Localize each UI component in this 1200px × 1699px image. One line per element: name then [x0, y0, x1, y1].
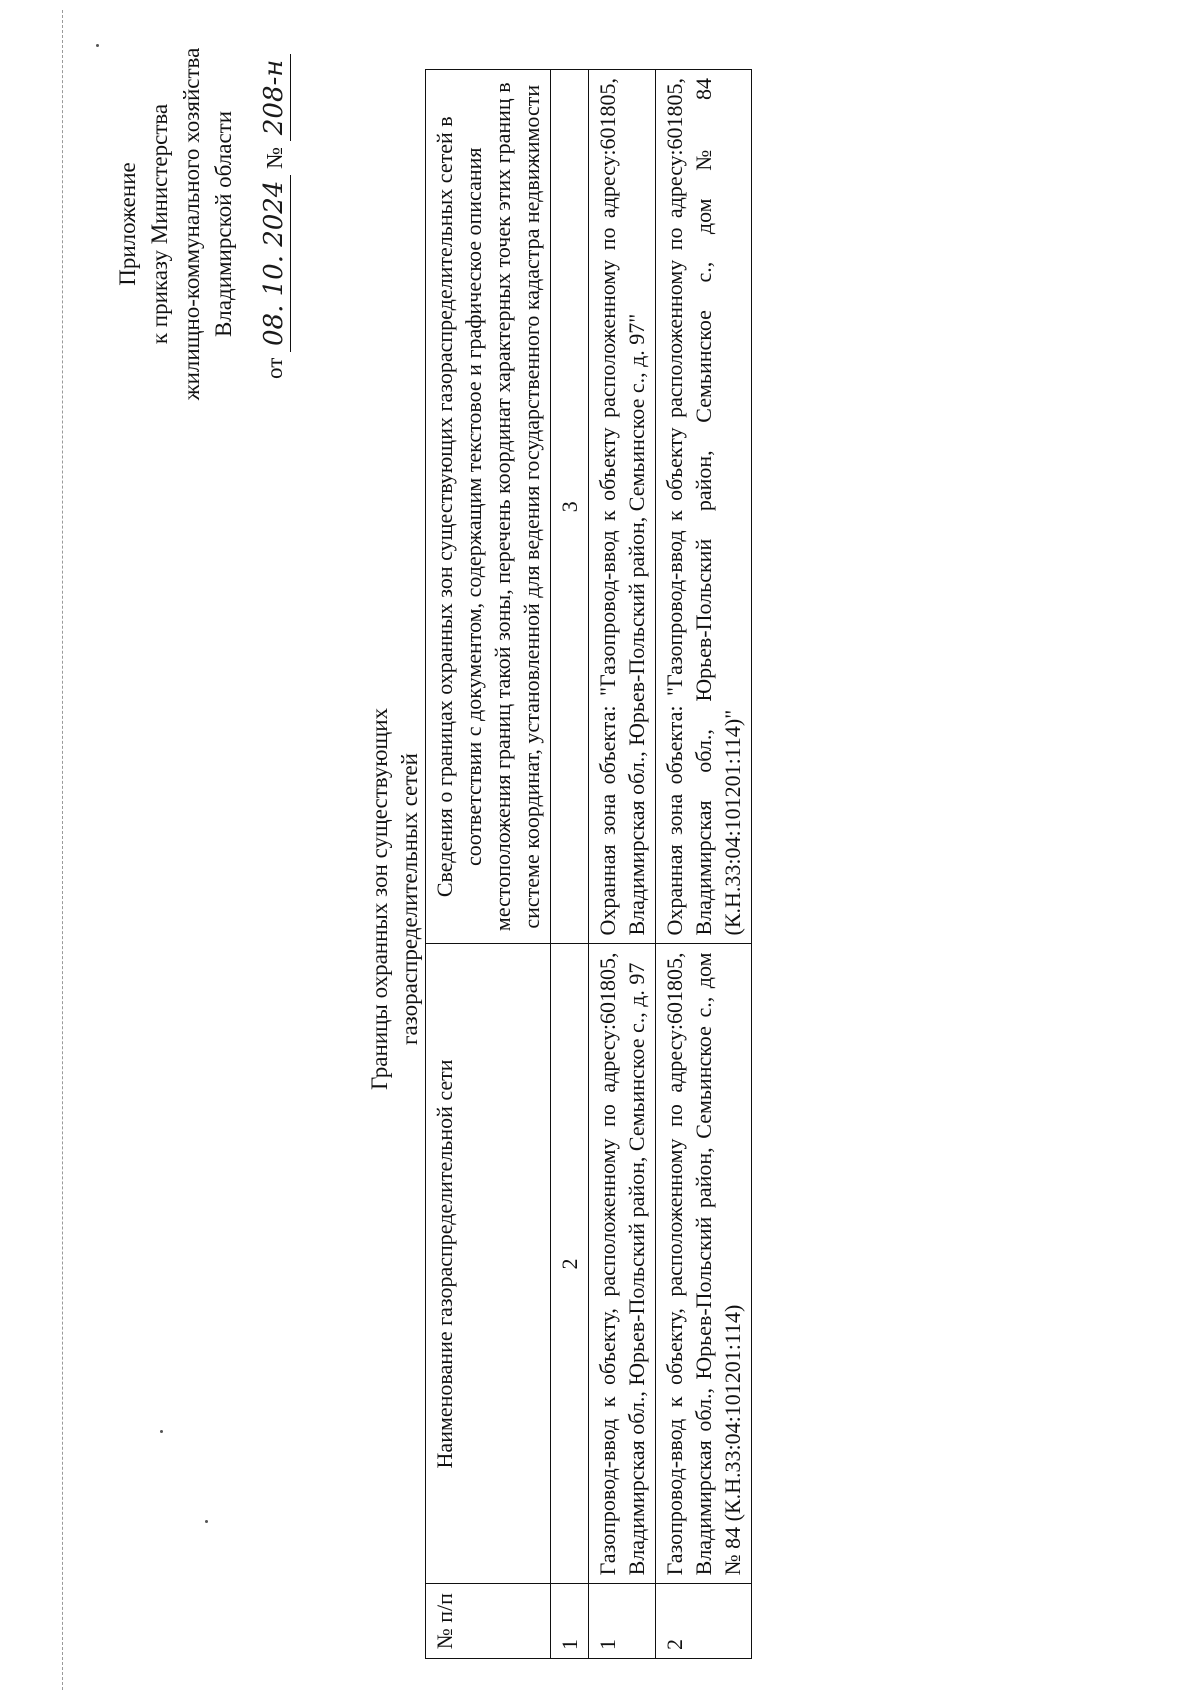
approval-line: Приложение	[115, 162, 140, 286]
document-title	[365, 499, 425, 1299]
date-prefix: от	[262, 357, 287, 379]
row-zone-info: Охранная зона объекта: "Газопровод-ввод к объекту расположенному по адресу:601805, Владимирская обл., Юрьев-Польский район, Семьинское с., д. 97"	[589, 70, 656, 945]
approval-line: жилищно-коммунального хозяйства	[179, 47, 204, 401]
handwritten-date: 08. 10. 2024	[258, 175, 291, 352]
row-number: 2	[656, 1584, 752, 1659]
title-line-2: газораспределительных сетей	[397, 753, 422, 1045]
approval-line: Владимирской области	[211, 110, 236, 338]
table-column-numbers-row	[551, 70, 589, 1659]
row-number: 1	[589, 1584, 656, 1659]
row-zone-info: Охранная зона объекта: "Газопровод-ввод к объекту расположенному по адресу:601805, Владимирская обл., Юрьев-Польский район, Семьинское с., дом № 84 (К.Н.33:04:101201:114)"	[656, 70, 752, 945]
handwritten-number: 208-н	[258, 54, 291, 142]
row-network-name: Газопровод-ввод к объекту, расположенному по адресу:601805, Владимирская обл., Юрьев-Польский район, Семьинское с., дом № 84 (К.Н.33:04:101201:114)	[656, 944, 752, 1584]
header-network-name: Наименование газораспределительной сети	[426, 944, 551, 1584]
column-number: 3	[551, 70, 589, 945]
approval-block	[112, 29, 291, 419]
table-row	[589, 70, 656, 1659]
approval-line: к приказу Министерства	[147, 103, 172, 345]
row-network-name: Газопровод-ввод к объекту, расположенному по адресу:601805, Владимирская обл., Юрьев-Польский район, Семьинское с., д. 97	[589, 944, 656, 1584]
table-row	[656, 70, 752, 1659]
table-header-row	[426, 70, 551, 1659]
approval-date-line	[258, 29, 291, 419]
header-number: № п/п	[426, 1584, 551, 1659]
zones-table	[425, 69, 752, 1659]
column-number: 2	[551, 944, 589, 1584]
header-zone-info: Сведения о границах охранных зон существующих газораспределительных сетей в соответствии с документом, содержащим текстовое и графическое описания местоположения границ такой зоны, перечень координат характерных точек этих границ в системе координат, установленной для ведения государственного кадастра недвижимости	[426, 70, 551, 945]
column-number: 1	[551, 1584, 589, 1659]
title-line-1: Границы охранных зон существующих	[367, 707, 392, 1091]
number-sign: №	[262, 146, 287, 169]
